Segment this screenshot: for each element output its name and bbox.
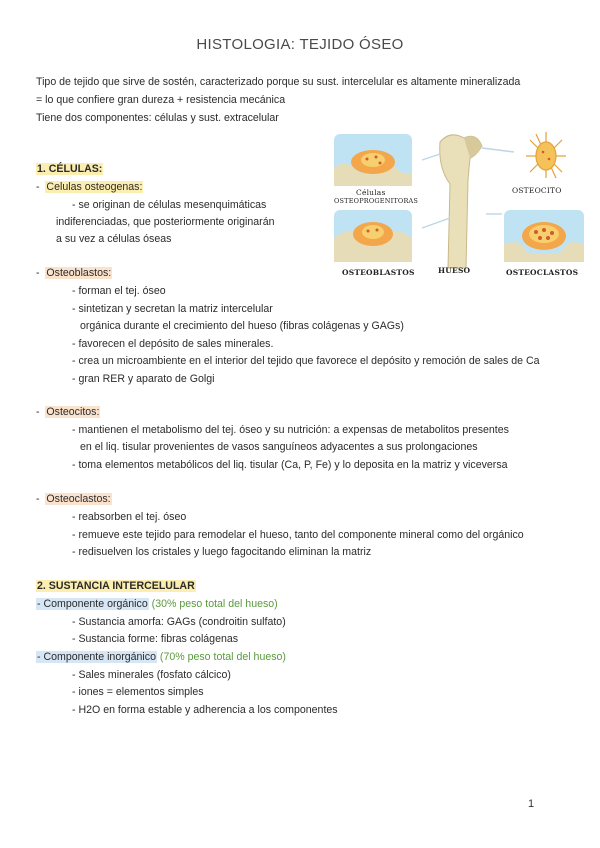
dash: - bbox=[36, 493, 40, 505]
dash: - bbox=[36, 267, 40, 279]
osteoclastos-line-3: - redisuelven los cristales y luego fagocitando eliminan la matriz bbox=[72, 546, 372, 558]
osteoblastos-label: Osteoblastos: bbox=[46, 267, 112, 279]
label-osteoprogenitoras-1: Células bbox=[356, 188, 386, 197]
osteocitos-line-3: - toma elementos metabólicos del liq. tisular (Ca, P, Fe) y lo deposita en la matriz y viceversa bbox=[72, 459, 508, 471]
osteoblastos-line-1: - forman el tej. óseo bbox=[72, 285, 166, 297]
osteogenas-line-3: a su vez a células óseas bbox=[56, 233, 172, 245]
osteoblastos-line-3: orgánica durante el crecimiento del hueso (fibras colágenas y GAGs) bbox=[80, 320, 404, 332]
inorganico-label: - Componente inorgánico bbox=[37, 651, 156, 663]
inorganico-line-3: - H2O en forma estable y adherencia a los componentes bbox=[72, 704, 338, 716]
organico-title bbox=[36, 598, 278, 611]
organico-line-1: - Sustancia amorfa: GAGs (condroitin sulfato) bbox=[72, 616, 286, 628]
dash: - bbox=[36, 181, 40, 193]
section-1-heading-text: 1. CÉLULAS: bbox=[37, 163, 103, 175]
label-osteocito: OSTEOCITO bbox=[512, 186, 562, 195]
osteoclastos-line-2: - remueve este tejido para remodelar el hueso, tanto del componente mineral como del orgánico bbox=[72, 529, 524, 541]
page-number: 1 bbox=[528, 798, 535, 810]
inorganico-line-2: - iones = elementos simples bbox=[72, 686, 204, 698]
label-osteoprogenitoras-2: OSTEOPROGENITORAS bbox=[334, 197, 419, 205]
osteoclastos-title bbox=[36, 493, 112, 506]
inorganico-line-1: - Sales minerales (fosfato cálcico) bbox=[72, 669, 231, 681]
label-hueso: HUESO bbox=[438, 266, 471, 275]
osteogenas-line-2: indiferenciadas, que posteriormente originarán bbox=[56, 216, 275, 228]
intro-line-1: Tipo de tejido que sirve de sostén, caracterizado porque su sust. intercelular es altamente mineralizada bbox=[36, 76, 521, 88]
page-title: HISTOLOGIA: TEJIDO ÓSEO bbox=[196, 36, 404, 53]
osteocitos-label: Osteocitos: bbox=[46, 406, 100, 418]
dash: - bbox=[36, 406, 40, 418]
section-1-heading bbox=[36, 163, 103, 176]
intro-line-3: Tiene dos componentes: células y sust. extracelular bbox=[36, 112, 279, 124]
bone-cells-figure bbox=[326, 128, 588, 282]
osteocitos-line-2: en el liq. tisular provenientes de vasos sanguíneos adyacentes a sus prolongaciones bbox=[80, 441, 478, 453]
bone-cells-illustration bbox=[326, 128, 588, 282]
osteocyte-drawing bbox=[526, 132, 566, 178]
osteogenas-line-1: - se originan de células mesenquimáticas bbox=[72, 199, 267, 211]
section-2-heading bbox=[36, 580, 196, 593]
osteoblastos-line-4: - favorecen el depósito de sales minerales. bbox=[72, 338, 274, 350]
bone-drawing bbox=[422, 135, 514, 268]
inorganico-title bbox=[36, 651, 286, 664]
osteoclastos-label: Osteoclastos: bbox=[46, 493, 111, 505]
osteoclastos-line-1: - reabsorben el tej. óseo bbox=[72, 511, 187, 523]
organico-pct: (30% peso total del hueso) bbox=[151, 598, 278, 610]
label-osteoclastos: OSTEOCLASTOS bbox=[506, 268, 579, 277]
osteoblastos-line-5: - crea un microambiente en el interior del tejido que favorece el depósito y remoción de sales de Ca bbox=[72, 355, 540, 367]
osteoblastos-title bbox=[36, 267, 112, 280]
organico-label: - Componente orgánico bbox=[37, 598, 148, 610]
osteoblast-panel bbox=[334, 210, 412, 262]
inorganico-pct: (70% peso total del hueso) bbox=[159, 651, 286, 663]
osteoprogenitor-panel bbox=[334, 134, 412, 186]
intro-line-2: = lo que confiere gran dureza + resistencia mecánica bbox=[36, 94, 286, 106]
osteoblastos-line-2: - sintetizan y secretan la matriz intercelular bbox=[72, 303, 273, 315]
osteoblastos-line-6: - gran RER y aparato de Golgi bbox=[72, 373, 215, 385]
osteogenas-label: Celulas osteogenas: bbox=[46, 181, 143, 193]
osteocitos-title bbox=[36, 406, 100, 419]
organico-line-2: - Sustancia forme: fibras colágenas bbox=[72, 633, 239, 645]
osteogenas-title bbox=[36, 181, 143, 194]
osteocitos-line-1: - mantienen el metabolismo del tej. óseo y su nutrición: a expensas de metabolitos presentes bbox=[72, 424, 509, 436]
osteoclast-panel bbox=[504, 210, 584, 262]
section-2-heading-text: 2. SUSTANCIA INTERCELULAR bbox=[37, 580, 195, 592]
label-osteoblastos: OSTEOBLASTOS bbox=[342, 268, 415, 277]
